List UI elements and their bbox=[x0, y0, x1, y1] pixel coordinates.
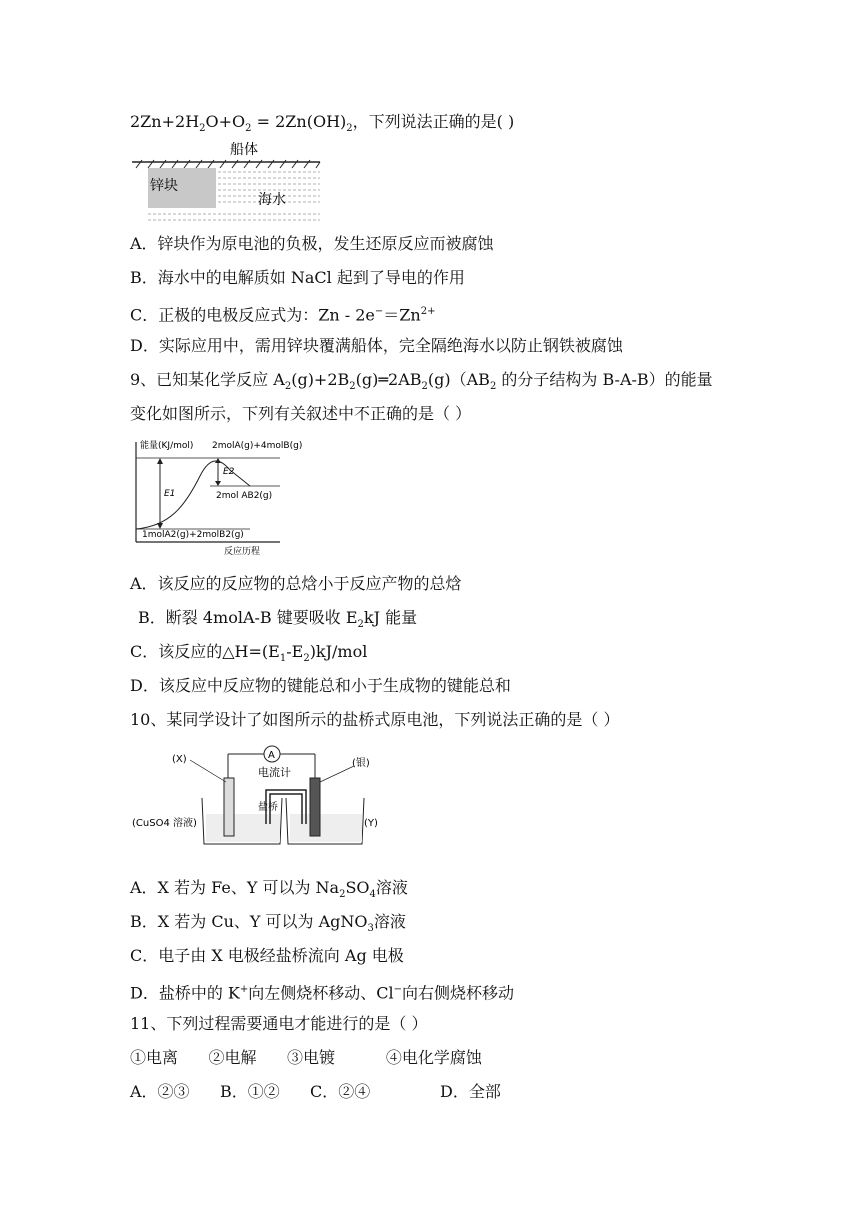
q10-option-d: D．盐桥中的 K+向左侧烧杯移动、Cl−向右侧烧杯移动 bbox=[130, 983, 515, 1003]
q10-option-a: A．X 若为 Fe、Y 可以为 $Na_2SO_4$溶液 bbox=[130, 878, 408, 901]
y-solution-label: (Y) bbox=[364, 818, 378, 829]
q9-option-c: C．该反应的$\triangle H=(E_1-E_2)kJ$/mol bbox=[130, 642, 368, 665]
x-electrode-label: (X) bbox=[172, 754, 187, 765]
q8-option-c: C．正极的电极反应式为：$Zn - 2e^-=Zn^{2+}$ bbox=[130, 305, 436, 325]
q11-option-a: A．②③ bbox=[130, 1082, 190, 1101]
top-level-label: 2molA(g)+4molB(g) bbox=[212, 441, 303, 451]
q11-items: ①电离 ②电解 ③电镀 ④电化学腐蚀 bbox=[130, 1048, 482, 1067]
seawater-label: 海水 bbox=[258, 192, 286, 208]
cuso4-solution-label: (CuSO4 溶液) bbox=[132, 818, 197, 829]
q11-option-b: B．①② bbox=[220, 1082, 280, 1101]
q8-option-d: D．实际应用中，需用锌块覆满船体，完全隔绝海水以防止钢铁被腐蚀 bbox=[130, 336, 623, 355]
q9-stem-line1: 9、已知某化学反应 $A_2(g)+2B_2(g)═2AB_2(g)(AB_2$ 的分子结构为 B-A-B）的能量 bbox=[130, 370, 713, 393]
salt-bridge-label: 盐桥 bbox=[258, 802, 278, 813]
q9-option-d: D．该反应中反应物的键能总和小于生成物的键能总和 bbox=[130, 676, 511, 695]
q8-option-a: A．锌块作为原电池的负极，发生还原反应而被腐蚀 bbox=[130, 234, 494, 253]
e2-label: E2 bbox=[223, 467, 235, 477]
q11-option-c: C．②④ bbox=[310, 1082, 371, 1101]
q8-option-b: B．海水中的电解质如 NaCl 起到了导电的作用 bbox=[130, 268, 465, 287]
q10-option-c: C．电子由 X 电极经盐桥流向 Ag 电极 bbox=[130, 946, 404, 965]
q9-option-b: B．断裂 4molA-B 键要吸收 $E_2kJ$ 能量 bbox=[138, 608, 418, 631]
energy-diagram bbox=[130, 436, 303, 557]
q11-stem: 11、下列过程需要通电才能进行的是（ ） bbox=[130, 1014, 428, 1033]
y-axis-label: 能量(KJ/mol) bbox=[140, 441, 194, 451]
q10-option-b: B．X 若为 Cu、Y 可以为 AgNO$_3$溶液 bbox=[130, 912, 406, 935]
q8-stem: $2Zn+2H_2O+O_2 = 2Zn(OH)_2$，下列说法正确的是( ) bbox=[130, 112, 515, 135]
q9-stem-line2: 变化如图所示，下列有关叙述中不正确的是（ ） bbox=[130, 404, 472, 423]
ammeter-symbol: A bbox=[268, 750, 275, 761]
hull-label: 船体 bbox=[230, 142, 258, 158]
product-label: 2mol AB2(g) bbox=[216, 491, 273, 501]
silver-electrode-label: (银) bbox=[352, 758, 370, 769]
q11-option-d: D．全部 bbox=[440, 1082, 501, 1101]
zinc-block-label: 锌块 bbox=[150, 178, 178, 194]
reactant-label: 1molA2(g)+2molB2(g) bbox=[142, 530, 244, 540]
x-axis-label: 反应历程 bbox=[224, 547, 261, 557]
q10-stem: 10、某同学设计了如图所示的盐桥式原电池，下列说法正确的是（ ） bbox=[130, 710, 620, 729]
q9-option-a: A．该反应的反应物的总焓小于反应产物的总焓 bbox=[130, 574, 462, 593]
zinc-hull-diagram bbox=[130, 138, 330, 228]
salt-bridge-cell-diagram bbox=[130, 744, 390, 856]
e1-label: E1 bbox=[164, 489, 176, 499]
ammeter-label: 电流计 bbox=[258, 766, 291, 779]
